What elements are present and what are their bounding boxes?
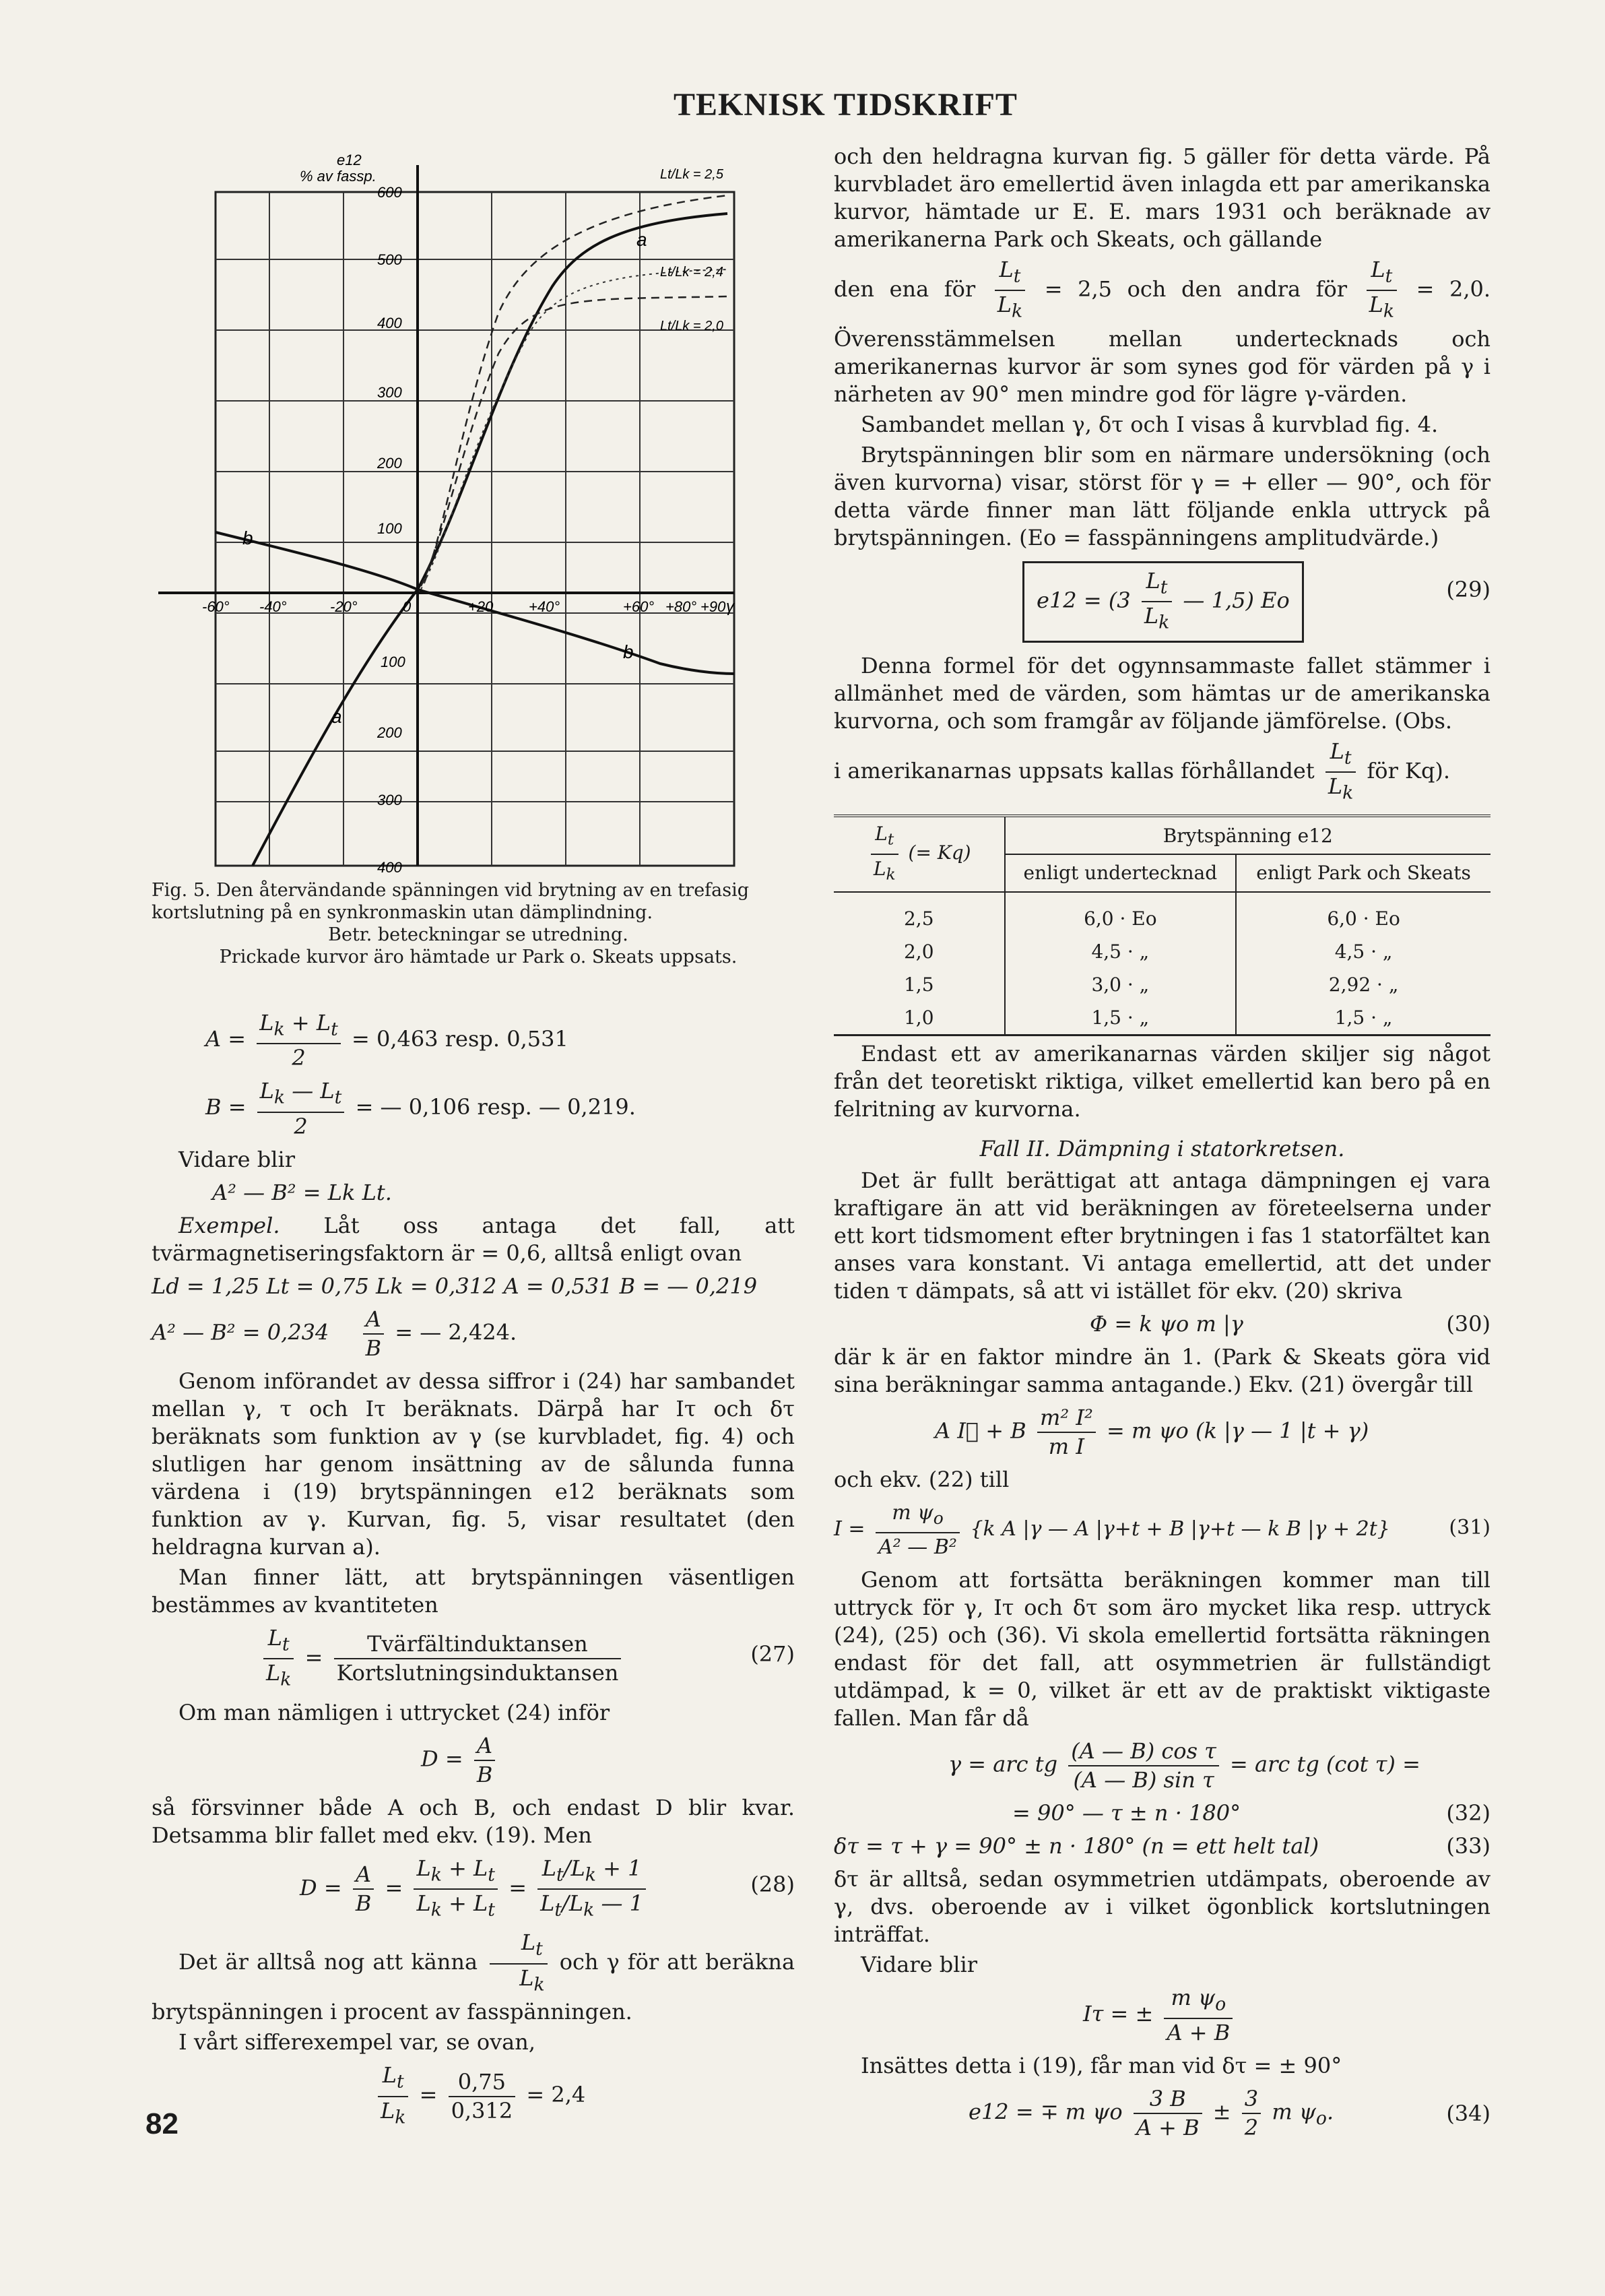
figure-5-chart xyxy=(148,152,788,879)
equation-Itau: Iτ = ± $\frac{m \psi_o}{A + B}$ xyxy=(1083,1984,1491,2047)
table-row: 2,5 6,0 · Eo 6,0 · Eo xyxy=(834,892,1491,935)
x-tick-80: +80° xyxy=(665,598,697,615)
curve-park-skeats-2-5 xyxy=(424,195,727,583)
curve-a-label-top: a xyxy=(636,229,647,250)
example-values: Ld = 1,25 Lt = 0,75 Lk = 0,312 A = 0,531 B = — 0,219 xyxy=(152,1273,758,1299)
y-unit-label: e12 xyxy=(337,152,362,168)
equation-32b: = 90° — τ ± n · 180° (32) xyxy=(1012,1799,1491,1826)
equation-example-ratio: $\frac{L_t}{L_k}$ = $\frac{0,75}{0,312}$ = 2,4 xyxy=(374,2062,795,2131)
x-tick-90: +90 xyxy=(700,598,726,615)
x-tick-60: +60° xyxy=(623,598,655,615)
paragraph-dar-k: där k är en faktor mindre än 1. (Park & Skeats göra vid sina beräkningar samma antagande.) Ekv. (21) övergår till xyxy=(834,1343,1491,1397)
paragraph-denna-formel: Denna formel för det ogynnsammaste fallet stämmer i allmänhet med de värden, som hämtas ur de amerikanska kurvorna, och som framgår av följande jämförelse. (Obs. xyxy=(834,652,1491,734)
equation-29: e12 = (3 $\frac{L_t}{L_k}$ — 1,5) Eo (29) xyxy=(1022,561,1491,643)
paragraph-insattes: Insättes detta i (19), får man vid δτ = ± 90° xyxy=(861,2052,1342,2078)
paragraph-den-ena: den ena för $\frac{L_t}{L_k}$ = 2,5 och den andra för $\frac{L_t}{L_k}$ = 2,0. Överensstämmelsen mellan undertecknads och amerikanernas kurvor är som synes god för värden på γ i närheten av 90° men mindre god för lägre γ-värden. xyxy=(834,257,1491,407)
caption-line1: Fig. 5. Den återvändande spänningen vid brytning av en trefasig kortslutning på en synkronmaskin utan dämplindning. xyxy=(152,880,750,923)
x-tick-neg20: -20° xyxy=(330,598,358,615)
y-tick-400: 400 xyxy=(377,315,402,331)
y-tick-neg100: 100 xyxy=(381,653,405,670)
curve-b-label-right: b xyxy=(623,641,634,662)
page-number: 82 xyxy=(145,2107,178,2140)
paragraph-sifferexempel: I vårt sifferexempel var, se ovan, xyxy=(178,2029,536,2055)
equation-30: Φ = k ψo m |γ (30) xyxy=(1090,1310,1491,1337)
paragraph-sambandet: Sambandet mellan γ, δτ och I visas å kurvblad fig. 4. xyxy=(861,411,1439,437)
ratio-label-2-0: Lt/Lk = 2,0 xyxy=(660,319,723,333)
paragraph-endast: Endast ett av amerikanarnas värden skiljer sig något från det teoretiskt riktiga, vilket emellertid kan bero på en felritning av kurvorna. xyxy=(834,1040,1491,1122)
y-unit-sub: % av fassp. xyxy=(300,168,376,185)
paragraph-genom: Genom införandet av dessa siffror i (24) har sambandet mellan γ, τ och Iτ beräknats. Därpå har Iτ och δτ beräknats som funktion av γ (se kurvbladet, fig. 4) och slutligen har genom insättning av de sålunda funna värdena i (19) brytspänningen e12 beräknats som funktion av γ. Kurvan, fig. 5, visar resultatet (den heldragna kurvan a). xyxy=(152,1368,795,1560)
exempel-paragraph: Exempel. Låt oss antaga det fall, att tvärmagnetiseringsfaktorn är = 0,6, alltså enligt ovan xyxy=(152,1212,795,1266)
table-header-col2: enligt Park och Skeats xyxy=(1236,854,1491,892)
right-column xyxy=(834,143,1491,2147)
y-tick-neg400: 400 xyxy=(377,859,402,876)
paragraph-och-den: och den heldragna kurvan fig. 5 gäller för detta värde. På kurvbladet äro emellertid även inlagda ett par amerikanska kurvor, hämtade ur E. E. mars 1931 och beräknade av amerikanerna Park och Skeats, och gällande xyxy=(834,144,1491,252)
vidare-blir: Vidare blir xyxy=(178,1146,295,1172)
table-row: 1,0 1,5 · „ 1,5 · „ xyxy=(834,1001,1491,1035)
table-header-ratio: $\frac{L_t}{L_k}$ (= Kq) xyxy=(834,816,1005,891)
paragraph-det-ar-alltsa: Det är alltså nog att känna $\frac{L_t}{L_k}$ och γ för att beräkna brytspänningen i procent av fasspänningen. xyxy=(152,1930,795,2025)
curve-b-label-left: b xyxy=(242,528,253,548)
y-tick-200: 200 xyxy=(377,455,402,472)
paragraph-i-amerikanarnas: i amerikanarnas uppsats kallas förhållandet $\frac{L_t}{L_k}$ för Kq). xyxy=(834,738,1451,804)
ratio-label-2-5: Lt/Lk = 2,5 xyxy=(660,167,723,182)
curve-dotted-mid xyxy=(421,269,727,589)
y-tick-neg200: 200 xyxy=(377,724,402,741)
y-tick-100: 100 xyxy=(377,520,402,537)
paragraph-det-ar-fullt: Det är fullt berättigat att antaga dämpningen ej vara kraftigare än att vid beräkningen av företeelserna under ett kort tidsmoment efter brytningen i fas 1 statorfältet kan anses vara konstant. Vi antaga emellertid, att det under tiden τ dämpats, så att vi istället för ekv. (20) skriva xyxy=(834,1167,1491,1304)
equation-34: e12 = ∓ m ψo $\frac{3 B}{A + B}$ ± $\frac{3}{2}$ m $\psi_o$. (34) xyxy=(969,2085,1491,2140)
paragraph-genom-att: Genom att fortsätta beräkningen kommer man till uttryck för γ, Iτ och δτ som äro mycket lika resp. uttryck (24), (25) och (36). Vi skola emellertid fortsätta räkningen endast för det fall, att osymmetrien är fullständigt utdämpad, k = 0, vilket är ett av de praktiskt viktigaste fallen. Man får då xyxy=(834,1566,1491,1731)
equation-33: δτ = τ + γ = 90° ± n · 180° (n = ett helt tal) (33) xyxy=(834,1832,1491,1859)
x-tick-neg60: -60° xyxy=(202,598,230,615)
caption-line2: Betr. beteckningar se utredning. xyxy=(328,924,628,945)
equation-D: D = $\frac{A}{B}$ xyxy=(421,1732,795,1789)
curve-a-label-bottom: a xyxy=(331,706,342,727)
section-heading-fall-ii: Fall II. Dämpning i statorkretsen. xyxy=(979,1135,1345,1161)
y-tick-neg300: 300 xyxy=(377,792,402,808)
equation-31: I = $\frac{m \psi_o}{\text{A² — B²}}$ {k A |γ — A |γ+t + B |γ+t — k B |γ + 2t} (31) xyxy=(834,1499,1491,1561)
journal-header: TEKNISK TIDSKRIFT xyxy=(674,87,1018,123)
figure-caption xyxy=(152,879,805,968)
paragraph-och-ekv-22: och ekv. (22) till xyxy=(834,1466,1010,1492)
paragraph-sa-forsvinner: så försvinner både A och B, och endast D blir kvar. Detsamma blir fallet med ekv. (19). Men xyxy=(152,1794,795,1848)
curve-a xyxy=(253,214,727,866)
y-tick-600: 600 xyxy=(377,184,402,201)
paragraph-om-man: Om man nämligen i uttrycket (24) inför xyxy=(178,1699,610,1725)
paragraph-vidare-blir: Vidare blir xyxy=(861,1951,977,1977)
equation-32a: γ = arc tg $\frac{\text{(A — B) cos τ}}{\text{(A — B) sin τ}}$ = arc tg (cot τ) = xyxy=(948,1737,1420,1793)
comparison-table xyxy=(834,815,1491,1035)
paragraph-man-finner: Man finner lätt, att brytspänningen väsentligen bestämmes av kvantiteten xyxy=(152,1564,795,1618)
equation-27: $\frac{L_t}{L_k}$ = $\frac{\text{Tvärfältinduktansen}}{\text{Kortslutningsinduktansen}}$ (27) xyxy=(259,1624,795,1694)
paragraph-delta-ar-alltsa: δτ är alltså, sedan osymmetrien utdämpats, oberoende av γ, dvs. oberoende av i vilket ögonblick kortslutningen inträffat. xyxy=(834,1865,1491,1947)
equation-21-modified: A I⃗ + B $\frac{\text{m² I²}}{\text{m I}}$ = m ψo (k |γ — 1 |t + γ) xyxy=(935,1404,1369,1459)
x-tick-20: +20 xyxy=(468,598,494,615)
equation-a2-b2: A² — B² = Lk Lt. xyxy=(212,1179,392,1205)
x-tick-neg40: -40° xyxy=(259,598,287,615)
left-column xyxy=(152,1004,795,2136)
x-tick-0: 0 xyxy=(403,598,412,615)
equation-29-box: e12 = (3 $\frac{L_t}{L_k}$ — 1,5) Eo xyxy=(1022,561,1304,643)
table-header-group: Brytspänning e12 xyxy=(1005,816,1491,854)
example-values-2: A² — B² = 0,234 $\frac{A}{B}$ = — 2,424. xyxy=(152,1306,517,1361)
table-header-col1: enligt undertecknad xyxy=(1005,854,1237,892)
paragraph-brytspanningen: Brytspänningen blir som en närmare undersökning (och även kurvorna) visar, störst för γ = + eller — 90°, och för detta värde finner man lätt följande enkla uttryck på brytspänningen. (Eo = fasspänningens amplitudvärde.) xyxy=(834,441,1491,550)
y-tick-300: 300 xyxy=(377,384,402,401)
equation-A: A = $\frac{L_k + L_t}{2}$ = 0,463 resp. 0,531 xyxy=(205,1010,568,1071)
ratio-label-2-4: Lt/Lk = 2,4 xyxy=(660,265,723,280)
equation-B: B = $\frac{L_k — L_t}{2}$ = — 0,106 resp. — 0,219. xyxy=(205,1078,636,1139)
x-axis-gamma: γ xyxy=(726,598,734,616)
y-tick-500: 500 xyxy=(377,251,402,268)
table-row: 2,0 4,5 · „ 4,5 · „ xyxy=(834,935,1491,968)
table-row: 1,5 3,0 · „ 2,92 · „ xyxy=(834,968,1491,1001)
x-tick-40: +40° xyxy=(529,598,560,615)
caption-line3: Prickade kurvor äro hämtade ur Park o. Skeats uppsats. xyxy=(219,947,738,967)
equation-28: D = $\frac{A}{B}$ = $\frac{L_k + L_t}{L_k + L_t}$ = $\frac{L_t/L_k + 1}{L_t/L_k — 1}$ (28) xyxy=(300,1855,795,1921)
